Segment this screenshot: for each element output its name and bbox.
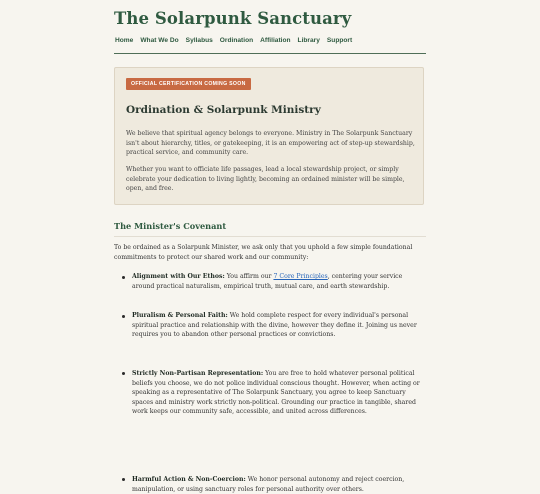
list-item [114,369,424,417]
list-item [114,475,424,494]
list-item-text: You affirm our [224,273,274,280]
header-divider [114,53,426,54]
list-item-heading: Alignment with Our Ethos: [132,273,225,280]
list-item-heading: Harmful Action & Non-Coercion: [132,475,246,483]
list-item-heading: Pluralism & Personal Faith: [132,312,228,320]
ordination-card [114,67,424,205]
list-item [114,311,424,340]
list-item-heading: Strictly Non-Partisan Representation: [132,369,264,377]
main-nav [115,37,352,44]
nav-ordination[interactable]: Ordination [219,37,254,44]
nav-home[interactable]: Home [115,37,134,44]
covenant-list [114,272,424,493]
bullet [122,372,125,375]
core-principles-link[interactable]: 7 Core Principles [273,273,328,280]
list-item-text-cont: , centering your service around practical naturalism, empirical truth, mutual care, and earth stewardship. [132,273,403,290]
covenant-intro: To be ordained as a Solarpunk Minister, we ask only that you uphold a few simple foundational commitments to protect our shared work and our community: [114,244,413,261]
bullet [122,276,125,279]
nav-what-we-do[interactable]: What We Do [140,37,179,44]
nav-syllabus[interactable]: Syllabus [185,37,213,44]
bullet [122,315,125,318]
site-title[interactable]: The Solarpunk Sanctuary [114,9,352,28]
list-item [114,272,424,291]
card-title: Ordination & Solarpunk Ministry [126,104,321,116]
card-paragraph-1: We believe that spiritual agency belongs to everyone. Ministry in The Solarpunk Sanctuary isn't about hierarchy, titles, or gatekeeping, it is an empowering act of step-up stewardship, practical service, and community care. [126,130,415,157]
nav-library[interactable]: Library [297,37,320,44]
nav-affiliation[interactable]: Affiliation [260,37,291,44]
card-paragraph-2: Whether you want to officiate life passages, lead a local stewardship project, or simply celebrate your dedication to living lightly, becoming an ordained minister will be simple, open, and free. [126,166,405,193]
list-item-text: We hold complete respect for every individual's personal spiritual practice and relationship with the divine, however they define it. Joining us never requires you to abandon other personal practices or convictions. [132,312,417,339]
list-item-text: You are free to hold whatever personal political beliefs you choose, we do not police individual conscious thought. However, when acting or speaking as a representative of The Solarpunk Sanctuary, you agree to keep Sanctuary spaces and ministry work strictly non-political. Grounding our practice in tangible, shared work keeps our community safe, accessible, and united across differences. [132,369,420,416]
section-title: The Minister's Covenant [114,221,227,231]
nav-support[interactable]: Support [326,37,353,44]
status-badge: OFFICIAL CERTIFICATION COMING SOON [126,78,251,90]
bullet [122,478,125,481]
list-item-text: We honor personal autonomy and reject coercion, manipulation, or using sanctuary roles for personal authority over others. [132,475,405,493]
section-divider [114,236,426,237]
